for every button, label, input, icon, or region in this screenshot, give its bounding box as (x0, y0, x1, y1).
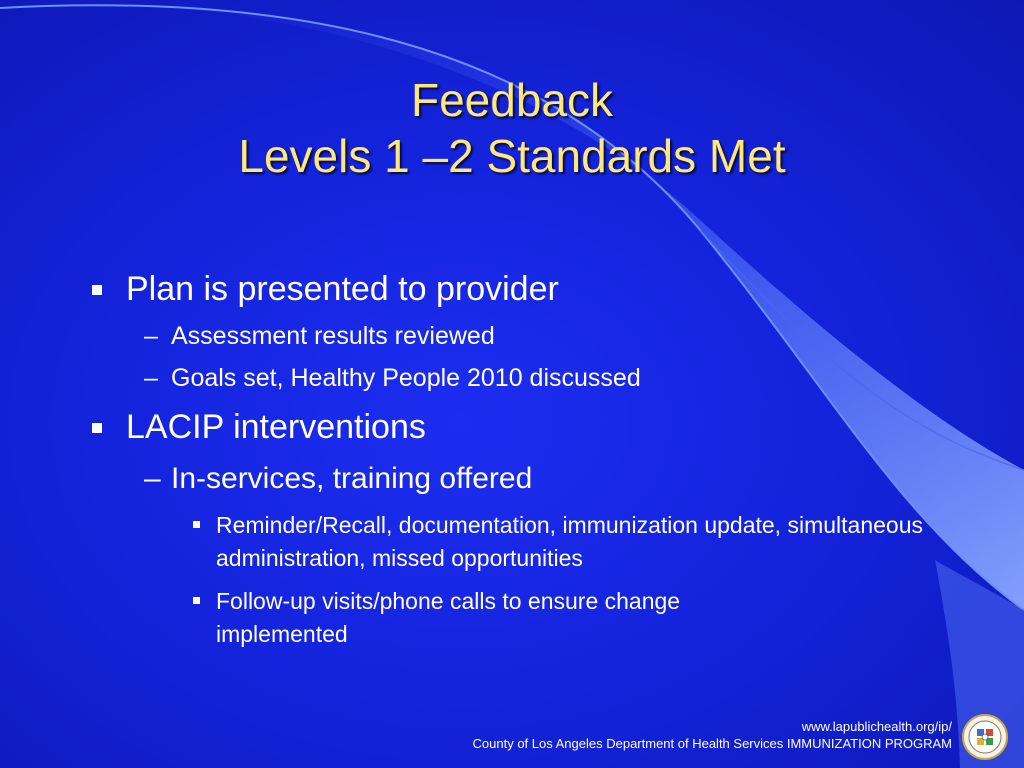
small-square-bullet-icon (193, 521, 200, 528)
county-seal-icon (962, 714, 1008, 760)
sub-bullet-item: Goals set, Healthy People 2010 discussed (171, 364, 641, 392)
footer-organization: County of Los Angeles Department of Health Services IMMUNIZATION PROGRAM (472, 736, 952, 751)
square-bullet-icon (92, 423, 102, 433)
sub-bullet-item: Assessment results reviewed (171, 322, 495, 350)
slide-footer (473, 718, 952, 752)
bullet-item: Plan is presented to provider (126, 270, 559, 308)
dash-marker-icon: – (144, 364, 158, 392)
title-line-2: Levels 1 –2 Standards Met (238, 130, 786, 182)
small-square-bullet-icon (193, 597, 200, 604)
third-level-item: Follow-up visits/phone calls to ensure change implemented (216, 588, 681, 647)
square-bullet-icon (92, 285, 102, 295)
dash-marker-icon: – (144, 462, 161, 495)
title-line-1: Feedback (410, 74, 613, 126)
footer-url: www.lapublichealth.org/ip/ (801, 719, 952, 734)
third-level-item: Reminder/Recall, documentation, immunization update, simultaneous administration, missed opportunities (216, 512, 923, 571)
bullet-item: LACIP interventions (126, 408, 426, 446)
sub-bullet-item: In-services, training offered (171, 462, 533, 495)
dash-marker-icon: – (144, 322, 158, 350)
